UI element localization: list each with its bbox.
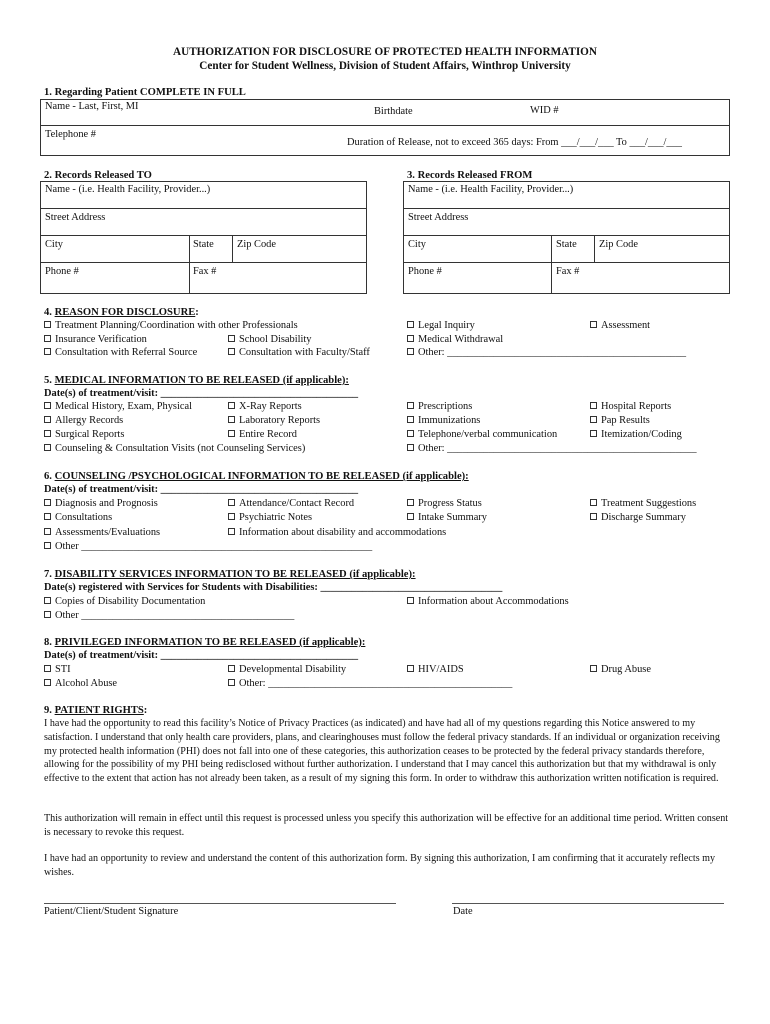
checkbox-icon[interactable] bbox=[407, 335, 414, 342]
checkbox-option[interactable] bbox=[44, 429, 124, 440]
treatment-dates-field[interactable]: Date(s) of treatment/visit: ______________________________________ bbox=[44, 388, 359, 399]
option-label: Discharge Summary bbox=[601, 512, 686, 523]
checkbox-option[interactable] bbox=[44, 443, 305, 454]
checkbox-icon[interactable] bbox=[228, 348, 235, 355]
checkbox-option[interactable] bbox=[407, 320, 475, 331]
section-8-heading bbox=[44, 637, 365, 648]
option-label: Other ________________________________________________________ bbox=[55, 541, 373, 552]
checkbox-option[interactable] bbox=[44, 678, 117, 689]
checkbox-icon[interactable] bbox=[228, 528, 235, 535]
checkbox-option[interactable] bbox=[407, 334, 503, 345]
checkbox-icon[interactable] bbox=[407, 402, 414, 409]
section-title: DISABILITY SERVICES INFORMATION TO BE RELEASED (if applicable): bbox=[54, 569, 416, 580]
divider bbox=[40, 235, 367, 236]
option-label: Drug Abuse bbox=[601, 664, 651, 675]
section-number: 6. bbox=[44, 471, 55, 482]
checkbox-icon[interactable] bbox=[590, 402, 597, 409]
treatment-dates-field[interactable]: Date(s) of treatment/visit: ______________________________________ bbox=[44, 484, 359, 495]
checkbox-option[interactable] bbox=[44, 415, 123, 426]
option-label: Progress Status bbox=[418, 498, 482, 509]
option-label: Other _________________________________________ bbox=[55, 610, 295, 621]
checkbox-option[interactable] bbox=[590, 512, 686, 523]
checkbox-icon[interactable] bbox=[228, 513, 235, 520]
checkbox-icon[interactable] bbox=[407, 499, 414, 506]
divider bbox=[40, 262, 367, 263]
checkbox-icon[interactable] bbox=[228, 499, 235, 506]
checkbox-option[interactable] bbox=[590, 401, 671, 412]
option-label: HIV/AIDS bbox=[418, 664, 464, 675]
option-label: Allergy Records bbox=[55, 415, 124, 426]
checkbox-option[interactable] bbox=[228, 401, 302, 412]
checkbox-icon[interactable] bbox=[590, 499, 597, 506]
checkbox-option[interactable] bbox=[590, 498, 696, 509]
section-3-heading: 3. Records Released FROM bbox=[407, 170, 533, 181]
checkbox-option[interactable] bbox=[228, 527, 446, 538]
from-fax-field[interactable]: Fax # bbox=[556, 266, 580, 277]
option-label: Entire Record bbox=[239, 429, 297, 440]
checkbox-option[interactable] bbox=[407, 512, 487, 523]
option-label: Developmental Disability bbox=[239, 664, 347, 675]
divider bbox=[40, 208, 367, 209]
option-label: Counseling & Consultation Visits (not Counseling Services) bbox=[55, 443, 306, 454]
option-label: Legal Inquiry bbox=[418, 320, 475, 331]
section-2-heading: 2. Records Released TO bbox=[44, 170, 152, 181]
to-zip-field[interactable]: Zip Code bbox=[237, 239, 276, 250]
option-label: Treatment Planning/Coordination with other Professionals bbox=[55, 320, 298, 331]
checkbox-icon[interactable] bbox=[44, 528, 51, 535]
section-title: PATIENT RIGHTS bbox=[54, 705, 144, 716]
checkbox-option[interactable] bbox=[407, 429, 557, 440]
to-city-field[interactable]: City bbox=[45, 239, 63, 250]
checkbox-icon[interactable] bbox=[590, 430, 597, 437]
checkbox-option[interactable] bbox=[228, 498, 354, 509]
section-number: 4. bbox=[44, 307, 55, 318]
option-label: Pap Results bbox=[601, 415, 650, 426]
checkbox-icon[interactable] bbox=[44, 679, 51, 686]
checkbox-icon[interactable] bbox=[590, 665, 597, 672]
option-label: Alcohol Abuse bbox=[55, 678, 118, 689]
checkbox-option[interactable] bbox=[590, 320, 650, 331]
checkbox-option[interactable] bbox=[44, 596, 205, 607]
signature-line[interactable] bbox=[44, 903, 396, 904]
checkbox-option[interactable] bbox=[407, 415, 480, 426]
to-fax-field[interactable]: Fax # bbox=[193, 266, 217, 277]
checkbox-option[interactable] bbox=[407, 401, 472, 412]
option-label: Information about Accommodations bbox=[418, 596, 569, 607]
form-subtitle: Center for Student Wellness, Division of Student Affairs, Winthrop University bbox=[199, 60, 571, 72]
checkbox-icon[interactable] bbox=[44, 611, 51, 618]
checkbox-option[interactable] bbox=[590, 415, 650, 426]
checkbox-option[interactable] bbox=[228, 429, 297, 440]
to-name-field[interactable]: Name - (i.e. Health Facility, Provider...) bbox=[45, 184, 211, 195]
divider bbox=[403, 235, 730, 236]
section-number: 9. bbox=[44, 705, 55, 716]
divider bbox=[189, 235, 190, 294]
checkbox-icon[interactable] bbox=[44, 597, 51, 604]
from-state-field[interactable]: State bbox=[556, 239, 577, 250]
checkbox-option[interactable] bbox=[44, 498, 158, 509]
checkbox-icon[interactable] bbox=[407, 348, 414, 355]
checkbox-icon[interactable] bbox=[44, 499, 51, 506]
option-label: Immunizations bbox=[418, 415, 481, 426]
option-label: Assessments/Evaluations bbox=[55, 527, 161, 538]
checkbox-option[interactable] bbox=[228, 334, 311, 345]
checkbox-icon[interactable] bbox=[590, 321, 597, 328]
from-phone-field[interactable]: Phone # bbox=[408, 266, 442, 277]
section-5-heading bbox=[44, 375, 349, 386]
checkbox-option[interactable] bbox=[228, 664, 346, 675]
checkbox-icon[interactable] bbox=[44, 335, 51, 342]
option-label: Hospital Reports bbox=[601, 401, 672, 412]
checkbox-option[interactable] bbox=[228, 347, 370, 358]
checkbox-icon[interactable] bbox=[590, 513, 597, 520]
option-label: School Disability bbox=[239, 334, 312, 345]
to-state-field[interactable]: State bbox=[193, 239, 214, 250]
section-number: 8. bbox=[44, 637, 55, 648]
section-title: REASON FOR DISCLOSURE bbox=[54, 307, 196, 318]
checkbox-option[interactable] bbox=[590, 664, 651, 675]
option-label: Psychiatric Notes bbox=[239, 512, 313, 523]
checkbox-option[interactable] bbox=[407, 596, 569, 607]
checkbox-option[interactable] bbox=[44, 527, 160, 538]
checkbox-icon[interactable] bbox=[407, 321, 414, 328]
from-street-field[interactable]: Street Address bbox=[408, 212, 469, 223]
divider bbox=[551, 235, 552, 294]
section-9-heading bbox=[44, 705, 147, 716]
to-phone-field[interactable]: Phone # bbox=[45, 266, 79, 277]
treatment-dates-field[interactable]: Date(s) of treatment/visit: ______________________________________ bbox=[44, 650, 359, 661]
checkbox-option[interactable] bbox=[590, 429, 682, 440]
checkbox-option[interactable] bbox=[44, 334, 147, 345]
option-label: Telephone/verbal communication bbox=[418, 429, 558, 440]
option-label: Intake Summary bbox=[418, 512, 487, 523]
option-label: Prescriptions bbox=[418, 401, 473, 412]
section-title: MEDICAL INFORMATION TO BE RELEASED (if applicable): bbox=[54, 375, 349, 386]
checkbox-icon[interactable] bbox=[407, 444, 414, 451]
birthdate-field[interactable]: Birthdate bbox=[374, 106, 413, 117]
option-label: Other: ________________________________________________ bbox=[418, 443, 697, 454]
checkbox-option[interactable] bbox=[44, 664, 71, 675]
checkbox-icon[interactable] bbox=[407, 416, 414, 423]
checkbox-icon[interactable] bbox=[44, 444, 51, 451]
checkbox-option[interactable] bbox=[407, 498, 482, 509]
checkbox-icon[interactable] bbox=[44, 348, 51, 355]
checkbox-option[interactable] bbox=[44, 320, 298, 331]
checkbox-icon[interactable] bbox=[228, 665, 235, 672]
to-street-field[interactable]: Street Address bbox=[45, 212, 106, 223]
checkbox-icon[interactable] bbox=[44, 513, 51, 520]
checkbox-icon[interactable] bbox=[407, 513, 414, 520]
option-label: Surgical Reports bbox=[55, 429, 125, 440]
option-label: Consultations bbox=[55, 512, 113, 523]
confirmation-paragraph: I have had an opportunity to review and understand the content of this authorization form. By signing this authorization, I am confirming that it accurately reflects my wishes. bbox=[44, 853, 716, 878]
section-1-heading: 1. Regarding Patient COMPLETE IN FULL bbox=[44, 87, 246, 98]
option-label: Attendance/Contact Record bbox=[239, 498, 355, 509]
from-city-field[interactable]: City bbox=[408, 239, 426, 250]
option-label: Copies of Disability Documentation bbox=[55, 596, 206, 607]
divider bbox=[403, 262, 730, 263]
checkbox-option[interactable] bbox=[407, 664, 464, 675]
checkbox-icon[interactable] bbox=[44, 321, 51, 328]
date-line[interactable] bbox=[452, 903, 724, 904]
option-label: Consultation with Referral Source bbox=[55, 347, 198, 358]
records-from-box bbox=[403, 181, 730, 294]
checkbox-icon[interactable] bbox=[228, 416, 235, 423]
checkbox-icon[interactable] bbox=[228, 402, 235, 409]
option-label: Other: _______________________________________________ bbox=[239, 678, 513, 689]
checkbox-option[interactable] bbox=[228, 678, 512, 689]
date-label: Date bbox=[453, 906, 473, 917]
section-number: 7. bbox=[44, 569, 55, 580]
divider bbox=[232, 235, 233, 262]
section-6-heading bbox=[44, 471, 469, 482]
checkbox-icon[interactable] bbox=[407, 597, 414, 604]
checkbox-option[interactable] bbox=[44, 347, 197, 358]
option-label: Treatment Suggestions bbox=[601, 498, 697, 509]
checkbox-option[interactable] bbox=[44, 541, 372, 552]
option-label: X-Ray Reports bbox=[239, 401, 302, 412]
registration-dates-field[interactable]: Date(s) registered with Services for Students with Disabilities: ___________________________________ bbox=[44, 582, 503, 593]
checkbox-icon[interactable] bbox=[228, 430, 235, 437]
effective-period-paragraph: This authorization will remain in effect until this request is processed unless you specify this authorization will be effective for an additional time period. Written consent is necessary to revoke this request. bbox=[44, 813, 729, 838]
section-number: 5. bbox=[44, 375, 55, 386]
checkbox-option[interactable] bbox=[228, 415, 320, 426]
checkbox-option[interactable] bbox=[407, 443, 697, 454]
patient-rights-paragraph: I have had the opportunity to read this facility’s Notice of Privacy Practices (as indicated) and have had all of my questions regarding this Notice answered to my satisfaction. I understand that only health care providers, plans, and clearinghouses must follow the federal privacy standards. If an individual or organization receiving my protected health information (PHI) does not fall into one of these categories, this authorization ceases to be protected by the federal privacy standards therefore, allowing for the possibility of my PHI being redisclosed without further authorization. I understand that I may cancel this authorization but that my withdrawal is only effective to the extent that action has not already been taken, as a result of my signing this form. In order to withdraw this authorization written notification is required. bbox=[44, 718, 720, 785]
option-label: Medical Withdrawal bbox=[418, 334, 504, 345]
divider bbox=[594, 235, 595, 262]
checkbox-option[interactable] bbox=[44, 401, 192, 412]
checkbox-icon[interactable] bbox=[407, 665, 414, 672]
form-title: AUTHORIZATION FOR DISCLOSURE OF PROTECTED HEALTH INFORMATION bbox=[173, 46, 597, 58]
option-label: Itemization/Coding bbox=[601, 429, 682, 440]
divider bbox=[403, 208, 730, 209]
option-label: Other: ______________________________________________ bbox=[418, 347, 687, 358]
telephone-field[interactable]: Telephone # bbox=[45, 129, 96, 140]
checkbox-option[interactable] bbox=[228, 512, 312, 523]
checkbox-icon[interactable] bbox=[44, 542, 51, 549]
duration-of-release-field[interactable]: Duration of Release, not to exceed 365 days: From ___/___/___ To ___/___/___ bbox=[347, 137, 682, 148]
checkbox-option[interactable] bbox=[44, 512, 112, 523]
wid-field[interactable]: WID # bbox=[530, 105, 559, 116]
option-label: Assessment bbox=[601, 320, 651, 331]
checkbox-icon[interactable] bbox=[228, 679, 235, 686]
checkbox-icon[interactable] bbox=[590, 416, 597, 423]
option-label: Diagnosis and Prognosis bbox=[55, 498, 158, 509]
option-label: Insurance Verification bbox=[55, 334, 147, 345]
checkbox-option[interactable] bbox=[44, 610, 294, 621]
checkbox-icon[interactable] bbox=[44, 402, 51, 409]
section-7-heading bbox=[44, 569, 416, 580]
patient-name-field[interactable]: Name - Last, First, MI bbox=[45, 101, 139, 112]
checkbox-icon[interactable] bbox=[44, 416, 51, 423]
checkbox-option[interactable] bbox=[407, 347, 686, 358]
signature-label: Patient/Client/Student Signature bbox=[44, 906, 179, 917]
option-label: Information about disability and accommodations bbox=[239, 527, 447, 538]
option-label: Laboratory Reports bbox=[239, 415, 321, 426]
option-label: Medical History, Exam, Physical bbox=[55, 401, 192, 412]
section-4-heading bbox=[44, 307, 199, 318]
records-to-box bbox=[40, 181, 367, 294]
checkbox-icon[interactable] bbox=[44, 430, 51, 437]
checkbox-icon[interactable] bbox=[407, 430, 414, 437]
section-title: PRIVILEGED INFORMATION TO BE RELEASED (if applicable): bbox=[54, 637, 366, 648]
divider bbox=[40, 125, 730, 126]
section-title: COUNSELING /PSYCHOLOGICAL INFORMATION TO BE RELEASED (if applicable): bbox=[54, 471, 469, 482]
option-label: Consultation with Faculty/Staff bbox=[239, 347, 370, 358]
from-zip-field[interactable]: Zip Code bbox=[599, 239, 638, 250]
from-name-field[interactable]: Name - (i.e. Health Facility, Provider...) bbox=[408, 184, 574, 195]
colon: : bbox=[195, 307, 199, 318]
checkbox-icon[interactable] bbox=[228, 335, 235, 342]
colon: : bbox=[143, 705, 148, 716]
option-label: STI bbox=[55, 664, 71, 675]
checkbox-icon[interactable] bbox=[44, 665, 51, 672]
